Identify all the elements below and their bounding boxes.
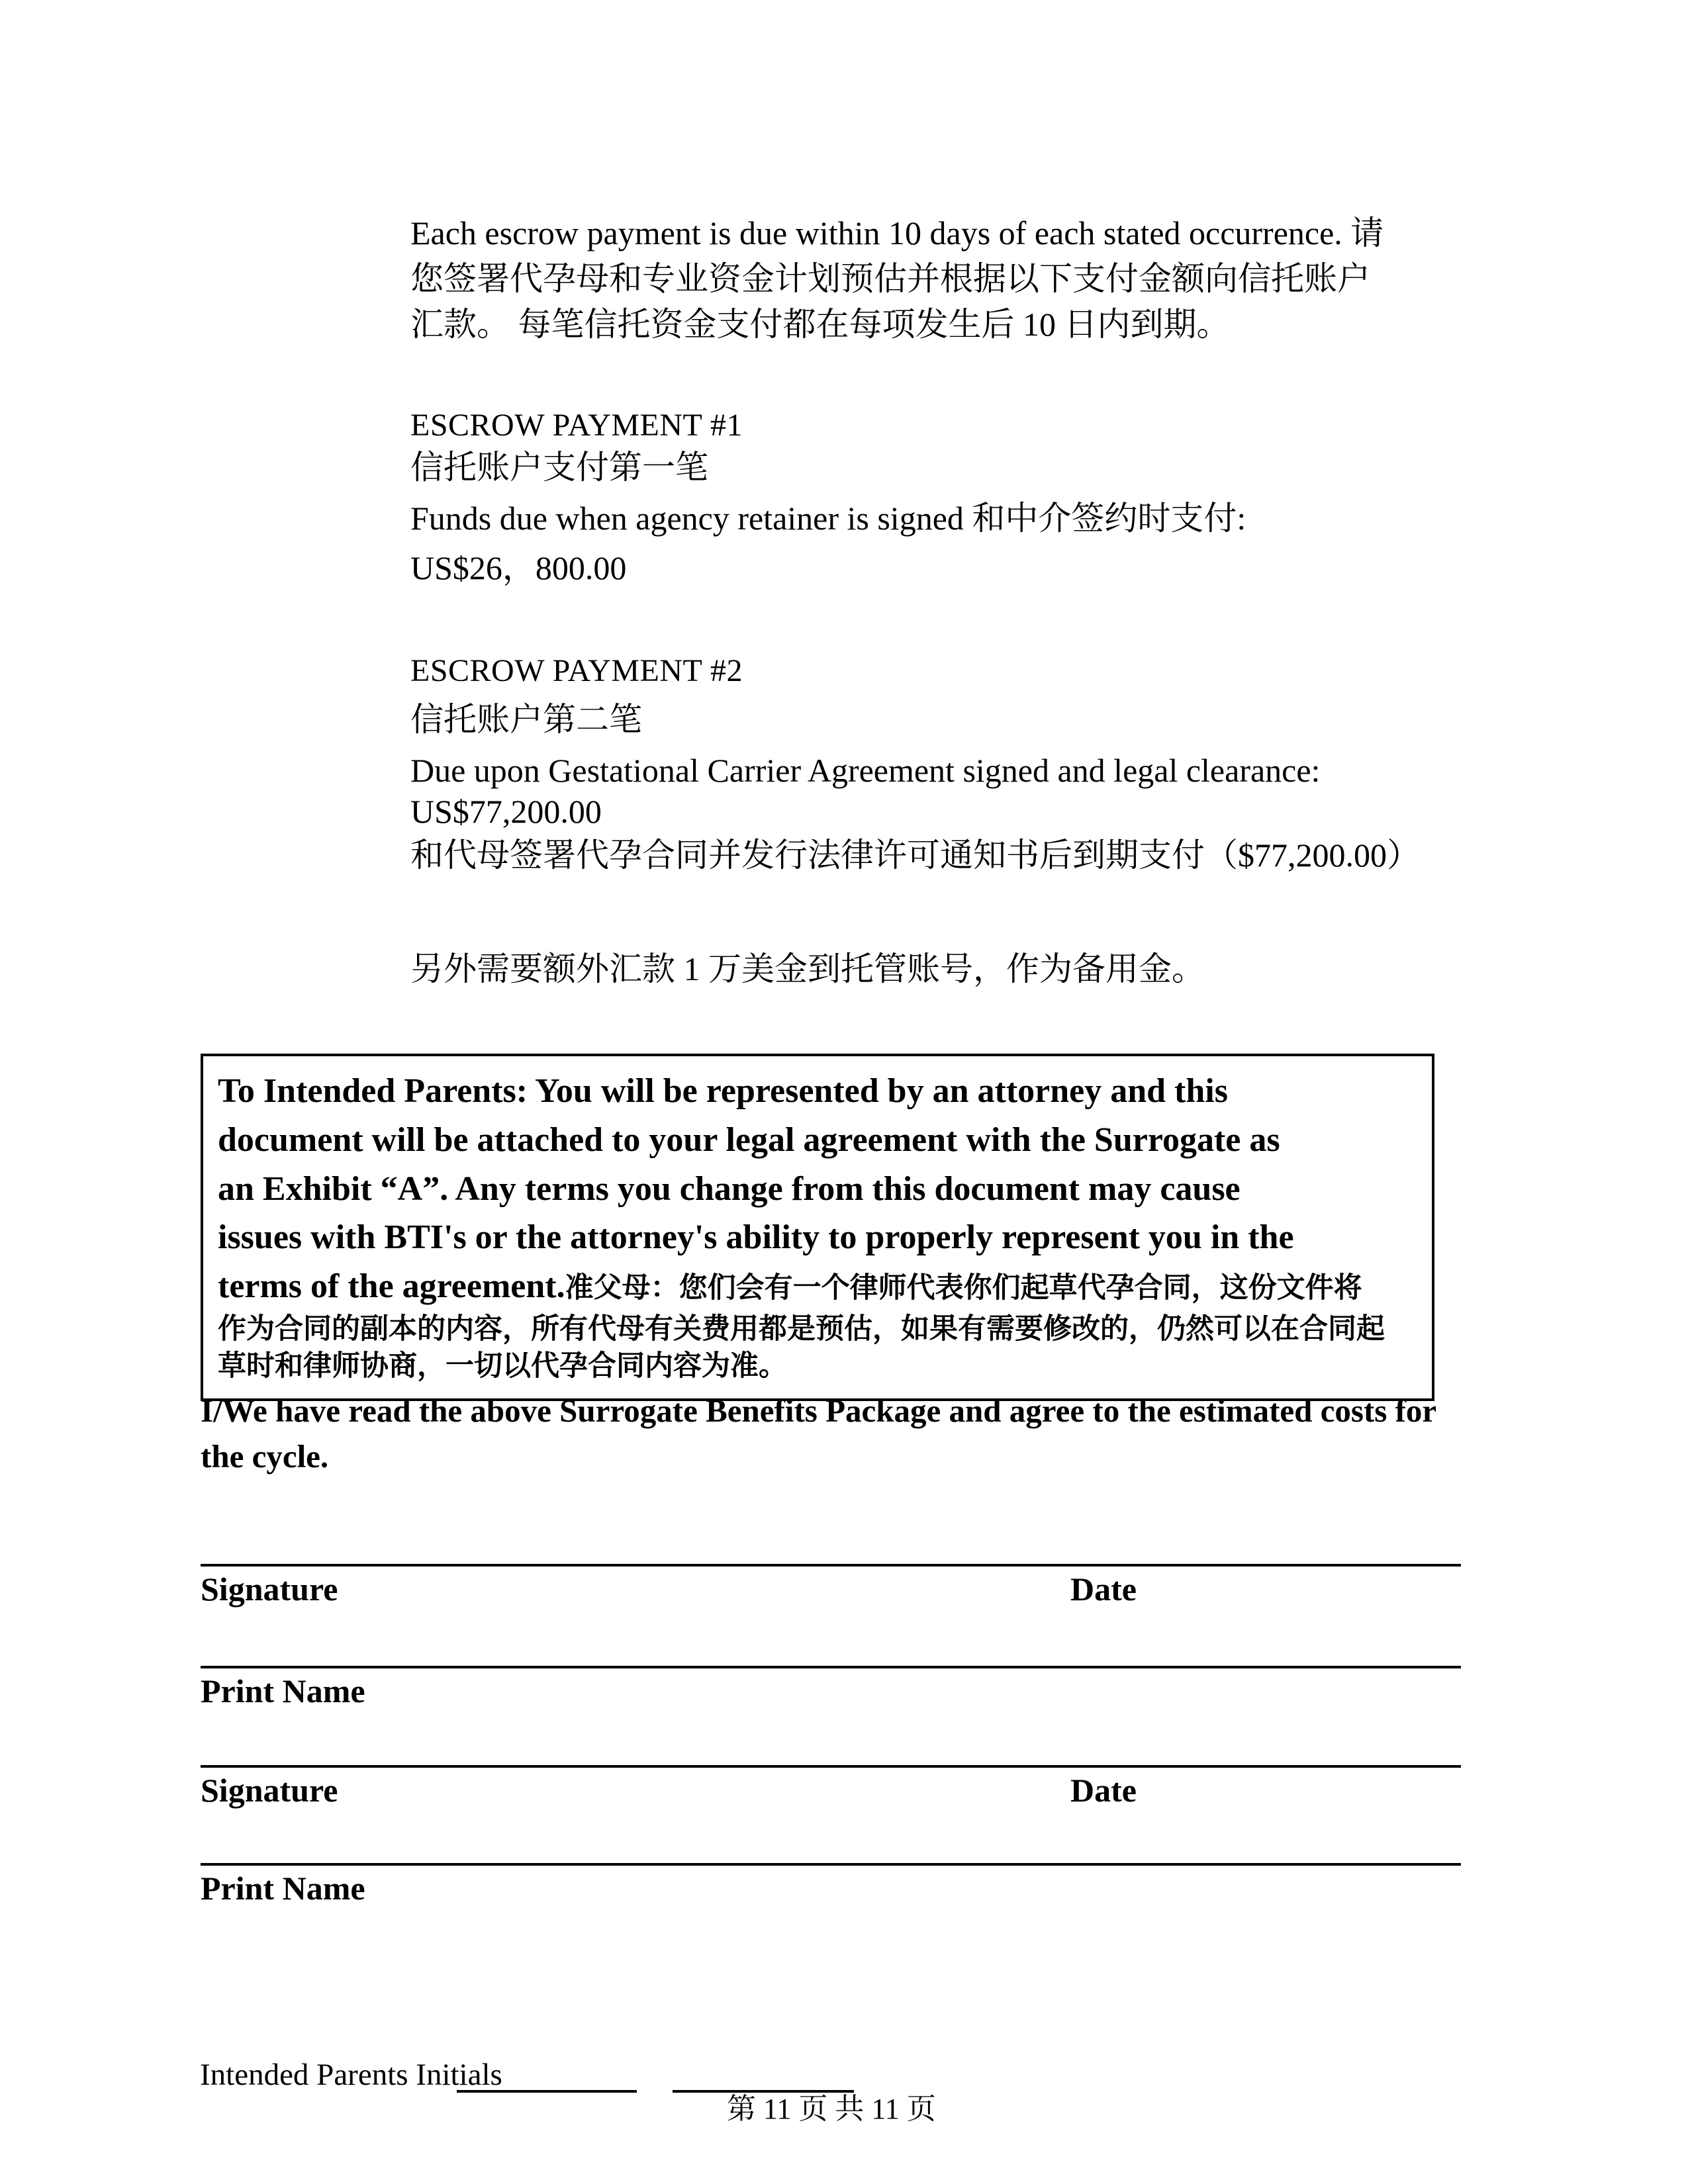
signature-line-2 xyxy=(201,1765,1461,1768)
intro-line-3: 汇款。 每笔信托资金支付都在每项发生后 10 日内到期。 xyxy=(410,306,1230,343)
escrow-payment-2-amount: US$77,200.00 xyxy=(410,793,602,830)
initials-blank-2 xyxy=(673,2065,854,2093)
acknowledgement-line-1: I/We have read the above Surrogate Benefits Package and agree to the estimated costs for xyxy=(201,1392,1437,1429)
notice-cn-line-2: 作为合同的副本的内容，所有代母有关费用都是预估，如果有需要修改的，仍然可以在合同起 xyxy=(218,1314,1385,1345)
print-name-label-1: Print Name xyxy=(201,1672,365,1709)
escrow-payment-2-due-cn: 和代母签署代孕合同并发行法律许可通知书后到期支付（$77,200.00） xyxy=(410,837,1420,874)
notice-english-text xyxy=(218,1067,1417,1311)
print-name-label-2: Print Name xyxy=(201,1870,365,1907)
notice-chinese-text xyxy=(218,1311,1417,1385)
signature-line-1 xyxy=(201,1564,1461,1567)
extra-remittance-note: 另外需要额外汇款 1 万美金到托管账号，作为备用金。 xyxy=(410,950,1205,987)
escrow-payment-2-title-cn: 信托账户第二笔 xyxy=(410,701,642,738)
intended-parents-initials-label: Intended Parents Initials xyxy=(200,2058,502,2092)
intro-line-2: 您签署代孕母和专业资金计划预估并根据以下支付金额向信托账户 xyxy=(410,260,1370,297)
notice-cn-inline: 准父母：您们会有一个律师代表你们起草代孕合同，这份文件将 xyxy=(565,1273,1362,1304)
escrow-payment-2-title: ESCROW PAYMENT #2 xyxy=(410,653,743,688)
acknowledgement-paragraph xyxy=(201,1388,1436,1479)
signature-label-1: Signature xyxy=(201,1570,338,1608)
print-name-line-1 xyxy=(201,1666,1461,1668)
escrow-payment-1-due: Funds due when agency retainer is signed 和中介签约时支付: xyxy=(410,500,1246,537)
intro-paragraph xyxy=(410,210,1383,347)
escrow-payment-1-amount: US$26，800.00 xyxy=(410,549,627,586)
page-number: 第 11 页 共 11 页 xyxy=(727,2093,936,2125)
notice-en-line-1: To Intended Parents: You will be represented by an attorney and this xyxy=(218,1072,1228,1110)
intro-line-1: Each escrow payment is due within 10 days of each stated occurrence. 请 xyxy=(410,214,1384,251)
print-name-line-2 xyxy=(201,1863,1461,1866)
escrow-payment-1-title: ESCROW PAYMENT #1 xyxy=(410,408,743,443)
escrow-payment-2-due: Due upon Gestational Carrier Agreement signed and legal clearance: xyxy=(410,752,1321,789)
initials-blank-1 xyxy=(457,2065,637,2093)
date-label-2: Date xyxy=(1070,1772,1137,1809)
date-label-1: Date xyxy=(1070,1570,1137,1608)
notice-en-line-4: issues with BTI's or the attorney's ability to properly represent you in the xyxy=(218,1218,1294,1257)
acknowledgement-line-2: the cycle. xyxy=(201,1437,329,1475)
intended-parents-notice-box xyxy=(201,1054,1434,1401)
notice-en-line-5: terms of the agreement. xyxy=(218,1267,565,1306)
escrow-payment-1-title-cn: 信托账户支付第一笔 xyxy=(410,449,708,486)
notice-en-line-3: an Exhibit “A”. Any terms you change from this document may cause xyxy=(218,1169,1241,1208)
notice-en-line-2: document will be attached to your legal agreement with the Surrogate as xyxy=(218,1120,1280,1159)
signature-label-2: Signature xyxy=(201,1772,338,1809)
notice-cn-line-3: 草时和律师协商，一切以代孕合同内容为准。 xyxy=(218,1351,787,1383)
